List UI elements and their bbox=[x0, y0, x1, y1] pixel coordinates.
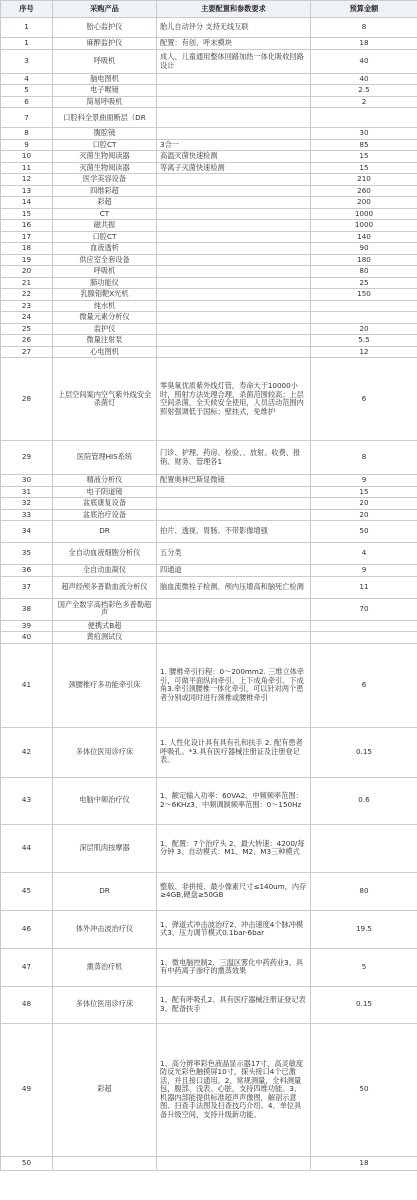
row-index: 13 bbox=[1, 185, 53, 196]
row-spec: 成人、儿童通用整体回路加热一体化吸收回路设计 bbox=[157, 50, 311, 74]
row-index: 49 bbox=[1, 1023, 53, 1156]
row-product: 便携式B超 bbox=[53, 620, 157, 631]
row-spec bbox=[157, 74, 311, 85]
row-product: 颈腰椎疗多功能牵引床 bbox=[53, 643, 157, 727]
row-spec bbox=[157, 632, 311, 643]
row-product: 脑电图机 bbox=[53, 74, 157, 85]
table-row bbox=[1, 576, 417, 598]
table-row bbox=[1, 277, 417, 288]
row-index: 14 bbox=[1, 197, 53, 208]
table-row bbox=[1, 312, 417, 323]
row-index: 43 bbox=[1, 777, 53, 824]
table-row bbox=[1, 643, 417, 727]
row-budget: 40 bbox=[311, 50, 417, 74]
row-product: 肺功能仪 bbox=[53, 277, 157, 288]
row-spec bbox=[157, 266, 311, 277]
table-row bbox=[1, 266, 417, 277]
row-index: 48 bbox=[1, 986, 53, 1023]
row-spec bbox=[157, 312, 311, 323]
row-budget: 20 bbox=[311, 323, 417, 334]
row-index: 6 bbox=[1, 96, 53, 107]
table-row bbox=[1, 598, 417, 620]
row-product: 口腔CT bbox=[53, 139, 157, 150]
row-index: 9 bbox=[1, 139, 53, 150]
table-row bbox=[1, 948, 417, 986]
row-product: 医院管理HIS系统 bbox=[53, 441, 157, 475]
row-spec bbox=[157, 220, 311, 231]
row-product: 电子阴道镜 bbox=[53, 486, 157, 497]
row-budget: 140 bbox=[311, 231, 417, 242]
row-spec bbox=[157, 1156, 311, 1170]
table-row bbox=[1, 498, 417, 509]
row-product: 多体位医用诊疗床 bbox=[53, 727, 157, 777]
table-row bbox=[1, 254, 417, 265]
row-spec bbox=[157, 243, 311, 254]
row-budget: 25 bbox=[311, 277, 417, 288]
row-budget: 30 bbox=[311, 128, 417, 139]
row-index: 26 bbox=[1, 335, 53, 346]
table-row bbox=[1, 300, 417, 311]
row-budget: 0.15 bbox=[311, 727, 417, 777]
row-index: 25 bbox=[1, 323, 53, 334]
header-index: 序号 bbox=[1, 1, 53, 18]
row-spec: 1、弹道式冲击波治疗2、冲击速度4个脉冲模式3、压力调节模式0.1bar-6bar bbox=[157, 910, 311, 948]
row-spec bbox=[157, 254, 311, 265]
row-index: 32 bbox=[1, 498, 53, 509]
row-budget bbox=[311, 300, 417, 311]
row-product: 供应室全套设备 bbox=[53, 254, 157, 265]
row-spec: 等离子灭菌快速检测 bbox=[157, 162, 311, 173]
row-budget: 6 bbox=[311, 358, 417, 441]
row-budget: 6 bbox=[311, 643, 417, 727]
row-index: 36 bbox=[1, 565, 53, 576]
row-spec bbox=[157, 208, 311, 219]
row-index: 16 bbox=[1, 220, 53, 231]
row-budget bbox=[311, 632, 417, 643]
row-budget: 18 bbox=[311, 38, 417, 50]
row-spec bbox=[157, 509, 311, 520]
row-spec: 配置：有创、呼末模块 bbox=[157, 38, 311, 50]
table-row bbox=[1, 162, 417, 173]
table-row bbox=[1, 509, 417, 520]
row-budget: 0.15 bbox=[311, 986, 417, 1023]
row-budget: 18 bbox=[311, 1156, 417, 1170]
row-product: 微量注射泵 bbox=[53, 335, 157, 346]
row-budget bbox=[311, 108, 417, 128]
row-spec bbox=[157, 128, 311, 139]
row-budget: 50 bbox=[311, 521, 417, 543]
row-budget: 180 bbox=[311, 254, 417, 265]
row-index: 15 bbox=[1, 208, 53, 219]
row-index: 1 bbox=[1, 38, 53, 50]
row-spec bbox=[157, 300, 311, 311]
table-row bbox=[1, 108, 417, 128]
row-product: 彩超 bbox=[53, 197, 157, 208]
row-spec bbox=[157, 96, 311, 107]
table-row bbox=[1, 986, 417, 1023]
row-product: CT bbox=[53, 208, 157, 219]
table-row bbox=[1, 96, 417, 107]
row-spec: 1、额定输入功率：60VA2、中频频率范围：2～6KHz3、中频调制频率范围：0～150Hz bbox=[157, 777, 311, 824]
row-product: 全自动血凝仪 bbox=[53, 565, 157, 576]
row-budget: 11 bbox=[311, 576, 417, 598]
row-product: 灭菌生物阅读器 bbox=[53, 151, 157, 162]
row-product: 深层肌肉按摩器 bbox=[53, 824, 157, 872]
table-row bbox=[1, 543, 417, 565]
row-spec bbox=[157, 323, 311, 334]
row-budget: 80 bbox=[311, 266, 417, 277]
row-budget: 8 bbox=[311, 441, 417, 475]
row-index: 22 bbox=[1, 289, 53, 300]
row-index: 37 bbox=[1, 576, 53, 598]
row-index: 21 bbox=[1, 277, 53, 288]
row-product: 乳腺钼靶X光机 bbox=[53, 289, 157, 300]
row-product: 纯水机 bbox=[53, 300, 157, 311]
table-row bbox=[1, 128, 417, 139]
table-row bbox=[1, 220, 417, 231]
row-spec bbox=[157, 598, 311, 620]
row-spec bbox=[157, 231, 311, 242]
row-index: 28 bbox=[1, 358, 53, 441]
row-product bbox=[53, 1156, 157, 1170]
row-index: 20 bbox=[1, 266, 53, 277]
row-product: 医学美容设备 bbox=[53, 174, 157, 185]
row-budget: 2 bbox=[311, 96, 417, 107]
row-index: 11 bbox=[1, 162, 53, 173]
table-row bbox=[1, 1023, 417, 1156]
row-spec bbox=[157, 277, 311, 288]
table-row bbox=[1, 620, 417, 631]
table-row bbox=[1, 441, 417, 475]
table-row bbox=[1, 335, 417, 346]
row-product: 黄疸测试仪 bbox=[53, 632, 157, 643]
row-budget: 12 bbox=[311, 346, 417, 357]
row-product: 电脑中频治疗仪 bbox=[53, 777, 157, 824]
row-index: 10 bbox=[1, 151, 53, 162]
row-index: 41 bbox=[1, 643, 53, 727]
row-budget: 260 bbox=[311, 185, 417, 196]
row-index: 27 bbox=[1, 346, 53, 357]
row-product: DR bbox=[53, 872, 157, 910]
row-index: 3 bbox=[1, 50, 53, 74]
row-product: 灭菌生物阅读器 bbox=[53, 162, 157, 173]
table-row bbox=[1, 824, 417, 872]
row-spec: 1、微电脑控制2、三温区雾化中药药业3、具有中药离子渗疗的熏蒸效果 bbox=[157, 948, 311, 986]
row-budget: 19.5 bbox=[311, 910, 417, 948]
row-index: 45 bbox=[1, 872, 53, 910]
table-row bbox=[1, 565, 417, 576]
table-row bbox=[1, 151, 417, 162]
table-row bbox=[1, 632, 417, 643]
row-budget: 15 bbox=[311, 486, 417, 497]
row-budget: 20 bbox=[311, 509, 417, 520]
row-spec bbox=[157, 498, 311, 509]
row-budget: 4 bbox=[311, 543, 417, 565]
row-budget: 15 bbox=[311, 151, 417, 162]
row-index: 24 bbox=[1, 312, 53, 323]
row-spec: 胎儿自动评分 支持无线互联 bbox=[157, 18, 311, 38]
row-spec bbox=[157, 289, 311, 300]
table-row bbox=[1, 486, 417, 497]
row-index: 19 bbox=[1, 254, 53, 265]
row-product: 盆底康复设备 bbox=[53, 498, 157, 509]
table-row bbox=[1, 1156, 417, 1170]
row-index: 8 bbox=[1, 128, 53, 139]
row-budget: 50 bbox=[311, 1023, 417, 1156]
row-product: 四维彩超 bbox=[53, 185, 157, 196]
row-product: 彩超 bbox=[53, 1023, 157, 1156]
row-index: 46 bbox=[1, 910, 53, 948]
row-index: 47 bbox=[1, 948, 53, 986]
row-budget: 2.5 bbox=[311, 85, 417, 96]
row-spec: 整版、非拼接、最小像素尺寸≤140um，内存≥4GB,硬盘≥50GB bbox=[157, 872, 311, 910]
table-row bbox=[1, 346, 417, 357]
header-spec: 主要配置和参数要求 bbox=[157, 1, 311, 18]
row-spec: 门诊、护理、药房、检验、、放射、收费、报销、财务、管理各1 bbox=[157, 441, 311, 475]
row-product: 熏蒸治疗机 bbox=[53, 948, 157, 986]
row-spec bbox=[157, 85, 311, 96]
header-budget: 预算金额 bbox=[311, 1, 417, 18]
row-product: 监护仪 bbox=[53, 323, 157, 334]
row-spec: 拍片、透视、胃肠、不带影像增强 bbox=[157, 521, 311, 543]
row-budget: 80 bbox=[311, 872, 417, 910]
table-row bbox=[1, 197, 417, 208]
row-budget: 200 bbox=[311, 197, 417, 208]
row-budget: 40 bbox=[311, 74, 417, 85]
row-index: 30 bbox=[1, 475, 53, 486]
row-product: DR bbox=[53, 521, 157, 543]
row-spec bbox=[157, 486, 311, 497]
row-budget: 8 bbox=[311, 18, 417, 38]
row-product: 简易呼吸机 bbox=[53, 96, 157, 107]
row-index: 50 bbox=[1, 1156, 53, 1170]
table-body bbox=[1, 18, 417, 1171]
row-spec: 高温灭菌快速检测 bbox=[157, 151, 311, 162]
row-spec bbox=[157, 174, 311, 185]
row-product: 电子喉镜 bbox=[53, 85, 157, 96]
table-row bbox=[1, 727, 417, 777]
table-row bbox=[1, 323, 417, 334]
table-row bbox=[1, 289, 417, 300]
row-spec bbox=[157, 346, 311, 357]
row-index: 35 bbox=[1, 543, 53, 565]
row-product: 全自动血液细胞分析仪 bbox=[53, 543, 157, 565]
row-budget: 150 bbox=[311, 289, 417, 300]
row-spec: 1、配有呼吸孔2、具有医疗器械注册证登记表3、配备扶手 bbox=[157, 986, 311, 1023]
row-spec bbox=[157, 335, 311, 346]
row-product: 呼吸机 bbox=[53, 266, 157, 277]
row-budget bbox=[311, 620, 417, 631]
row-budget: 15 bbox=[311, 162, 417, 173]
row-budget: 9 bbox=[311, 565, 417, 576]
row-spec bbox=[157, 197, 311, 208]
table-row bbox=[1, 521, 417, 543]
row-spec: 脑血流微栓子检测、颅内压增高和脑死亡检测 bbox=[157, 576, 311, 598]
row-product: 磁共振 bbox=[53, 220, 157, 231]
table-row bbox=[1, 208, 417, 219]
row-spec: 配置奥林巴斯显微镜 bbox=[157, 475, 311, 486]
row-spec bbox=[157, 185, 311, 196]
row-spec: 五分类 bbox=[157, 543, 311, 565]
row-budget bbox=[311, 312, 417, 323]
row-index: 42 bbox=[1, 727, 53, 777]
table-row bbox=[1, 139, 417, 150]
table-row bbox=[1, 475, 417, 486]
table-row bbox=[1, 185, 417, 196]
row-product: 呼吸机 bbox=[53, 50, 157, 74]
row-budget: 210 bbox=[311, 174, 417, 185]
table-row bbox=[1, 18, 417, 38]
row-product: 上层空间案内空气紫外线安全杀菌灯 bbox=[53, 358, 157, 441]
row-product: 胎心监护仪 bbox=[53, 18, 157, 38]
row-spec bbox=[157, 620, 311, 631]
row-spec: 1. 腰椎牵引行程：0～200mm2. 三维立体牵引，可做平面纵向牵引、上下成角牵引、下成角3.牵引颈腰椎一体化牵引，可以针对两个患者分别或同时进行颈椎或腰椎牵引 bbox=[157, 643, 311, 727]
row-product: 精液分析仪 bbox=[53, 475, 157, 486]
row-budget: 9 bbox=[311, 475, 417, 486]
row-index: 40 bbox=[1, 632, 53, 643]
row-spec bbox=[157, 108, 311, 128]
row-index: 12 bbox=[1, 174, 53, 185]
row-spec: 1. 人性化设计具有具有孔和扶手 2. 配有患者呼吸孔。*3.具有医疗器械注册证及注册登记表。 bbox=[157, 727, 311, 777]
row-index: 1 bbox=[1, 18, 53, 38]
row-index: 4 bbox=[1, 74, 53, 85]
row-index: 5 bbox=[1, 85, 53, 96]
row-spec: 3合一 bbox=[157, 139, 311, 150]
table-row bbox=[1, 74, 417, 85]
row-product: 血液透析 bbox=[53, 243, 157, 254]
table-row bbox=[1, 85, 417, 96]
row-spec: 1、配置：7个治疗头 2、最大转速：4200/每分钟 3、自动模式：M1、M2、M3三种模式 bbox=[157, 824, 311, 872]
table-row bbox=[1, 174, 417, 185]
row-product: 体外冲击波治疗仪 bbox=[53, 910, 157, 948]
table-row bbox=[1, 243, 417, 254]
header-product: 采购产品 bbox=[53, 1, 157, 18]
row-index: 17 bbox=[1, 231, 53, 242]
row-product: 腹腔镜 bbox=[53, 128, 157, 139]
row-budget: 85 bbox=[311, 139, 417, 150]
row-budget: 5 bbox=[311, 948, 417, 986]
table-row bbox=[1, 910, 417, 948]
row-product: 心电图机 bbox=[53, 346, 157, 357]
row-spec: 四通道 bbox=[157, 565, 311, 576]
row-product: 国产全数字高档彩色多普勒超声 bbox=[53, 598, 157, 620]
row-budget: 1000 bbox=[311, 208, 417, 219]
row-product: 超声经颅多普勒血流分析仪 bbox=[53, 576, 157, 598]
table-row bbox=[1, 38, 417, 50]
row-index: 23 bbox=[1, 300, 53, 311]
row-index: 44 bbox=[1, 824, 53, 872]
row-spec: 零臭氧优质紫外线灯管，寿命大于10000小时，照射方法处理合理，杀菌范围较高；上层空间杀菌，全天候安全使用，人员活动范围内照射强调低于国标；壁挂式，免维护 bbox=[157, 358, 311, 441]
row-budget bbox=[311, 824, 417, 872]
row-budget: 1000 bbox=[311, 220, 417, 231]
table-row bbox=[1, 777, 417, 824]
row-budget: 70 bbox=[311, 598, 417, 620]
row-index: 18 bbox=[1, 243, 53, 254]
row-index: 7 bbox=[1, 108, 53, 128]
row-budget: 20 bbox=[311, 498, 417, 509]
table-row bbox=[1, 872, 417, 910]
row-index: 39 bbox=[1, 620, 53, 631]
row-product: 麻醉监护仪 bbox=[53, 38, 157, 50]
row-product: 微量元素分析仪 bbox=[53, 312, 157, 323]
row-index: 29 bbox=[1, 441, 53, 475]
row-spec: 1、高分辨率彩色液晶显示器17寸，高灵敏度防反光彩色触摸屏10寸，探头接口4个已激活，并且接口通用。2、常规测量，全科测量包，腹部、浅表、心脏，支持四维功能。3、机器内部能提供标准超声声像图，解剖示意图、扫查手法图及扫查技巧介绍。4、单位具备升级空间，支持升级新功能。 bbox=[157, 1023, 311, 1156]
row-index: 38 bbox=[1, 598, 53, 620]
row-product: 多体位医用诊疗床 bbox=[53, 986, 157, 1023]
row-budget: 0.6 bbox=[311, 777, 417, 824]
row-product: 盆底治疗设备 bbox=[53, 509, 157, 520]
table-row bbox=[1, 50, 417, 74]
row-index: 31 bbox=[1, 486, 53, 497]
row-budget: 90 bbox=[311, 243, 417, 254]
table-header-row bbox=[1, 1, 417, 18]
table-row bbox=[1, 231, 417, 242]
row-product: 口腔CT bbox=[53, 231, 157, 242]
row-index: 33 bbox=[1, 509, 53, 520]
table-row bbox=[1, 358, 417, 441]
row-index: 34 bbox=[1, 521, 53, 543]
row-product: 口腔科全景曲面断层（DR bbox=[53, 108, 157, 128]
row-budget: 5.5 bbox=[311, 335, 417, 346]
